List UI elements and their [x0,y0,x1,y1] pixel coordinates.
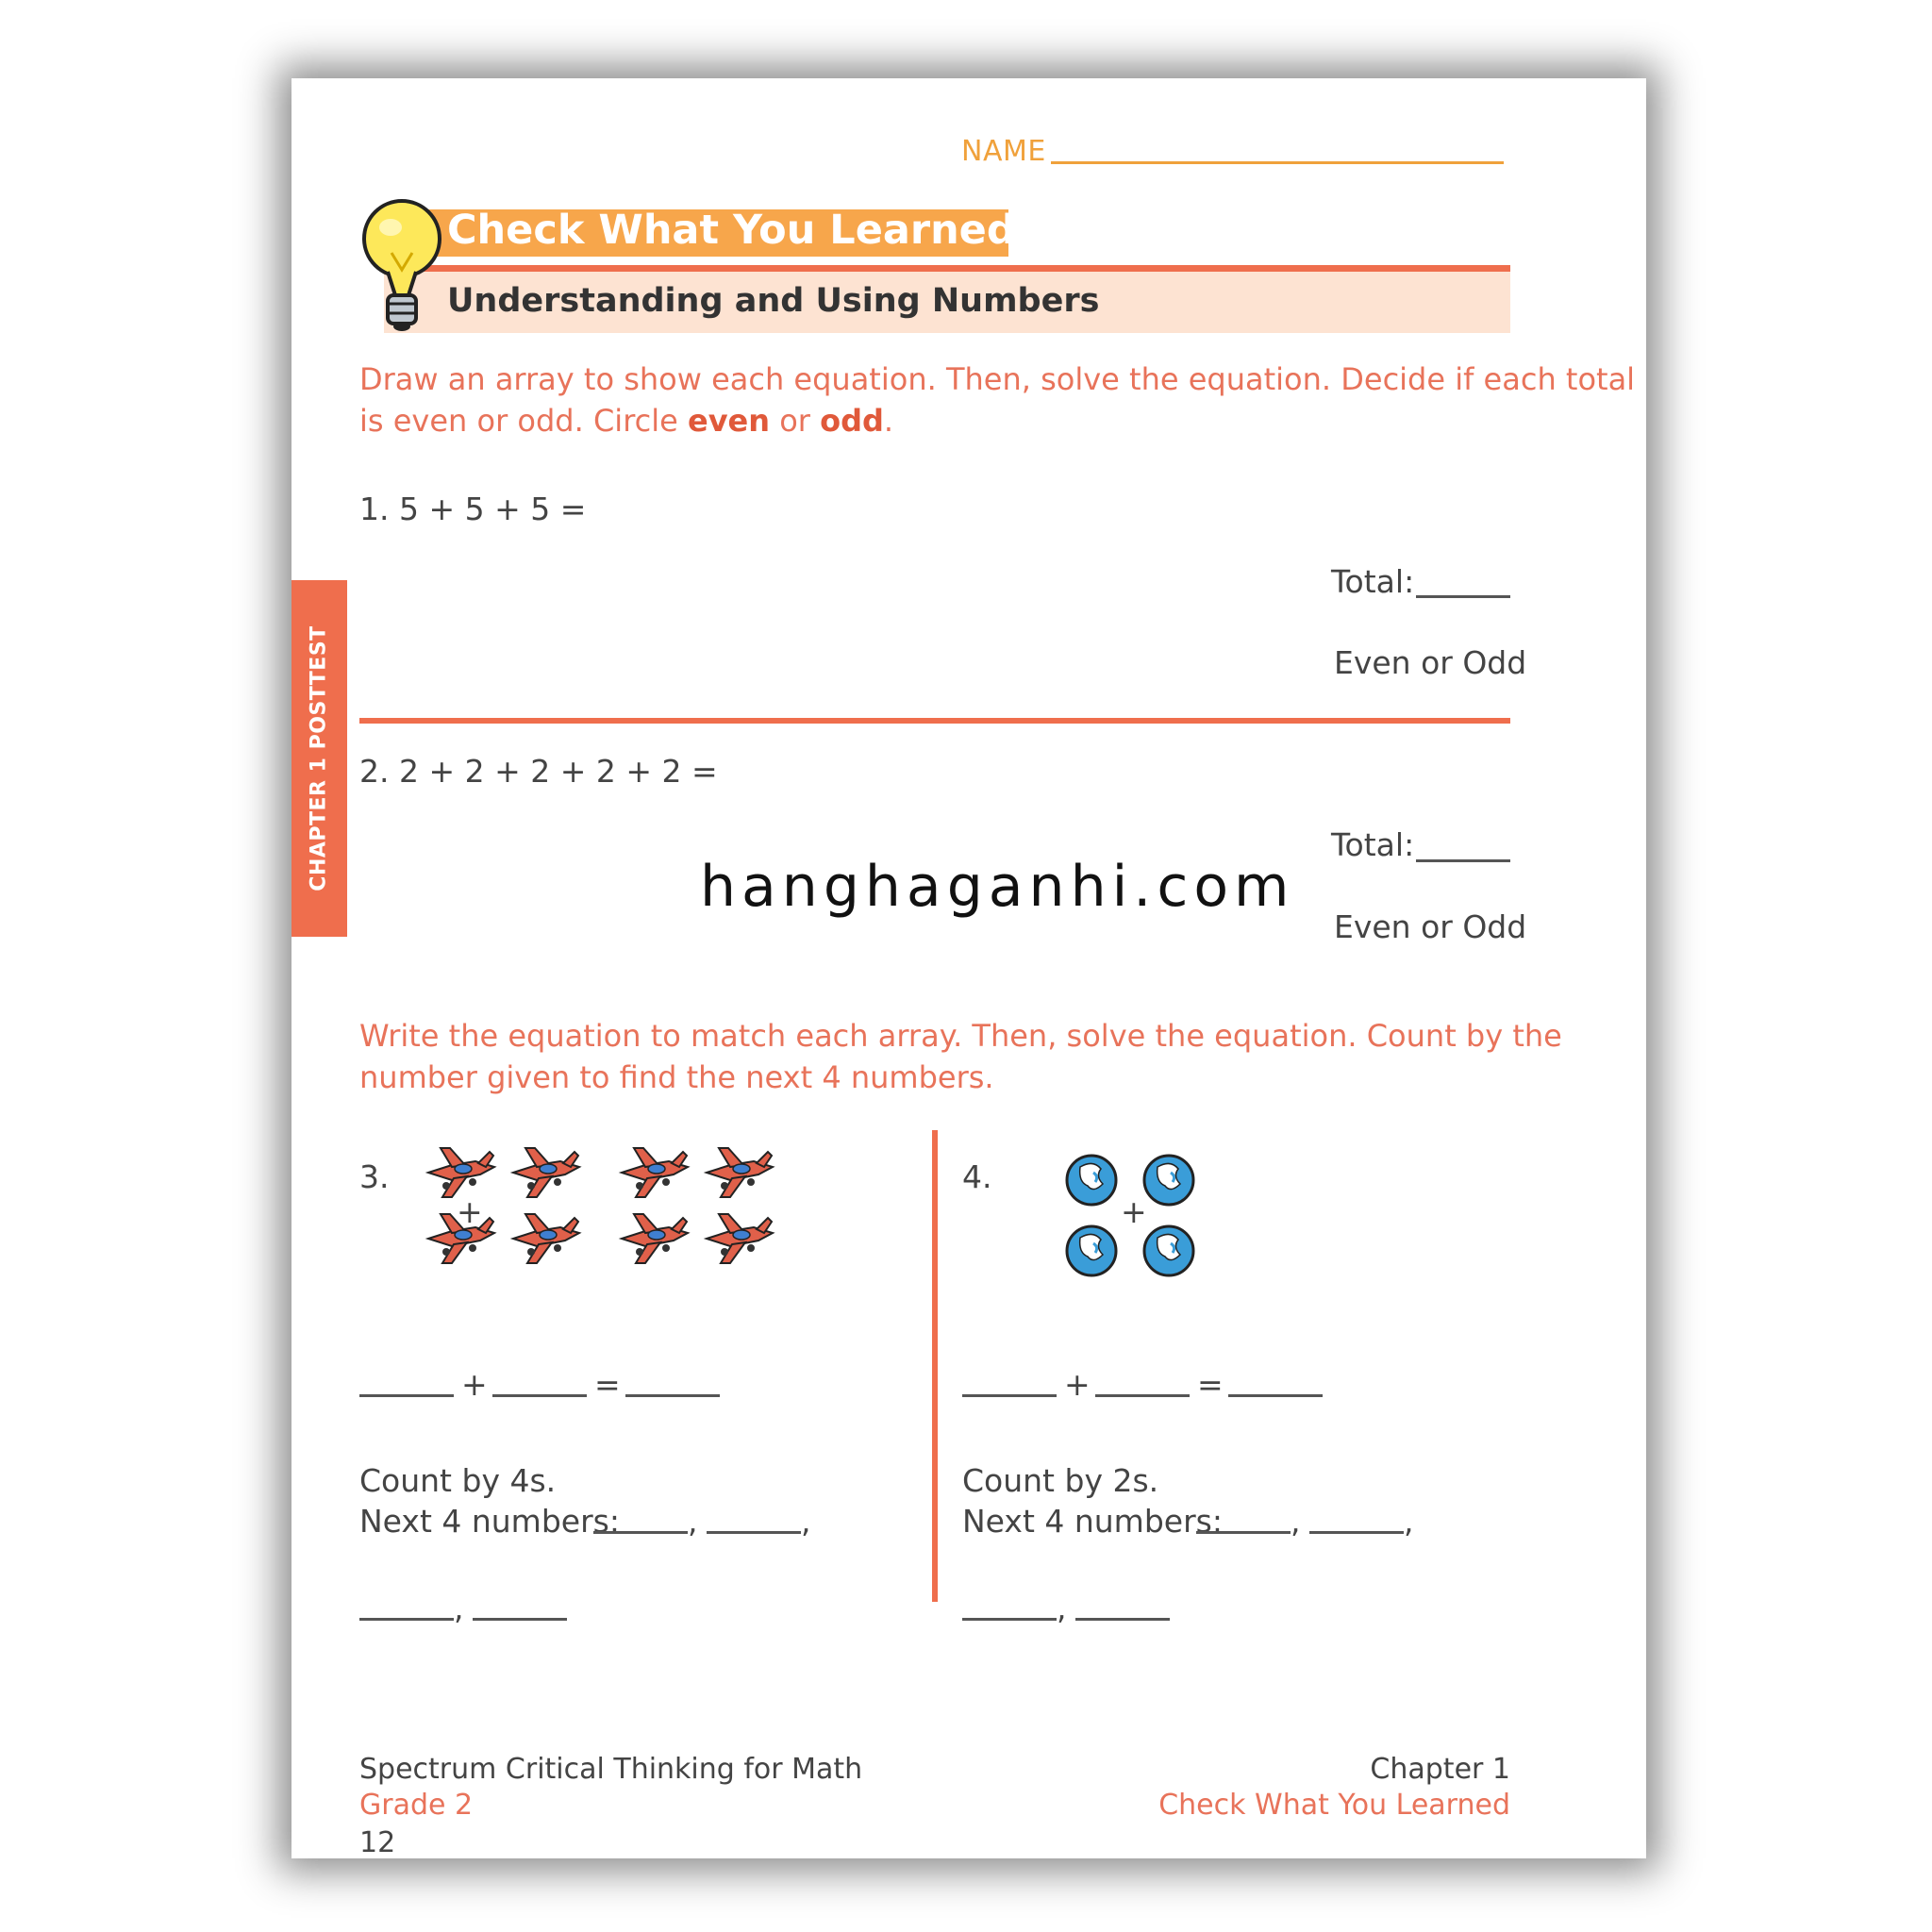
footer-chapter: Chapter 1 [1370,1753,1510,1786]
question-3-number: 3. [359,1158,390,1195]
question-3-addend-1-blank[interactable] [359,1394,454,1397]
lightbulb-icon [359,196,444,338]
question-4-sum-blank[interactable] [1228,1394,1323,1397]
question-3-op-equals: = [594,1366,621,1403]
question-4-next-blank-2[interactable] [1309,1531,1404,1534]
question-3-comma: , [454,1590,464,1626]
section-divider [359,718,1510,724]
question-3-next-blank-2[interactable] [707,1531,801,1534]
question-2-equation: 2. 2 + 2 + 2 + 2 + 2 = [359,753,718,790]
question-3-op-plus: + [461,1366,488,1403]
header-rule [384,265,1510,272]
question-3-next-label: Next 4 numbers: [359,1503,620,1540]
instruction-1-line-1: Draw an array to show each equation. Then, solve the equation. Decide if each total [359,361,1636,397]
instruction-1-line-2 [359,400,893,441]
side-tab-label: CHAPTER 1 POSTTEST [307,625,331,891]
question-2-total-blank[interactable] [1416,859,1510,862]
question-4-op-plus: + [1064,1366,1091,1403]
column-divider [932,1130,938,1602]
globe-icon [1144,1156,1193,1205]
question-4-next-blank-1[interactable] [1196,1531,1291,1534]
word-even: even [687,403,771,439]
question-3-addend-2-blank[interactable] [492,1394,587,1397]
question-3-next-blank-3[interactable] [359,1618,454,1621]
airplane-icon [513,1148,579,1197]
word-or: or [770,403,821,439]
question-3-sum-blank[interactable] [625,1394,720,1397]
word-odd: odd [820,403,884,439]
airplane-icon [513,1214,579,1263]
airplane-icon [622,1214,688,1263]
question-1-total-label: Total: [1331,563,1415,600]
question-3-next-blank-1[interactable] [593,1531,688,1534]
footer-grade: Grade 2 [359,1789,474,1822]
airplane-icon [428,1148,494,1197]
question-2-total-label: Total: [1331,826,1415,863]
question-4-next-blank-3[interactable] [962,1618,1057,1621]
question-4-addend-2-blank[interactable] [1095,1394,1190,1397]
question-3-next-blank-4[interactable] [473,1618,567,1621]
question-3-count-by: Count by 4s. [359,1462,557,1499]
question-3-comma: , [688,1503,698,1540]
airplane-icon [707,1214,773,1263]
question-4-next-blank-4[interactable] [1075,1618,1170,1621]
footer-page-number: 12 [359,1826,396,1859]
question-1-total-blank[interactable] [1416,595,1510,598]
question-4-plus: + [1121,1193,1147,1230]
instruction-text: is even or odd. Circle [359,403,688,439]
page-subtitle: Understanding and Using Numbers [447,282,1100,320]
watermark: hanghaganhi.com [700,854,1295,920]
question-1-even-or-odd[interactable]: Even or Odd [1334,644,1527,681]
question-3-comma: , [801,1503,811,1540]
page-title: Check What You Learned [447,207,1016,254]
question-4-comma: , [1291,1503,1301,1540]
question-3-plus: + [457,1193,483,1230]
question-4-comma: , [1404,1503,1414,1540]
question-2-even-or-odd[interactable]: Even or Odd [1334,908,1527,945]
airplane-icon [622,1148,688,1197]
instruction-2-line-1: Write the equation to match each array. Then, solve the equation. Count by the [359,1018,1562,1054]
name-label: NAME [961,135,1046,168]
airplane-icon [707,1148,773,1197]
question-4-count-by: Count by 2s. [962,1462,1159,1499]
worksheet-page [291,78,1646,1858]
instruction-2-line-2: number given to find the next 4 numbers. [359,1059,994,1095]
question-4-op-equals: = [1197,1366,1224,1403]
footer-section: Check What You Learned [1158,1789,1510,1822]
globe-icon [1067,1156,1116,1205]
question-4-next-label: Next 4 numbers: [962,1503,1223,1540]
globe-icon [1067,1226,1116,1275]
question-4-comma: , [1057,1590,1067,1626]
question-4-number: 4. [962,1158,992,1195]
footer-book-title: Spectrum Critical Thinking for Math [359,1753,863,1786]
question-4-addend-1-blank[interactable] [962,1394,1057,1397]
globe-icon [1144,1226,1193,1275]
question-1-equation: 1. 5 + 5 + 5 = [359,491,587,527]
name-input-line[interactable] [1051,161,1504,164]
instruction-period: . [883,403,894,439]
